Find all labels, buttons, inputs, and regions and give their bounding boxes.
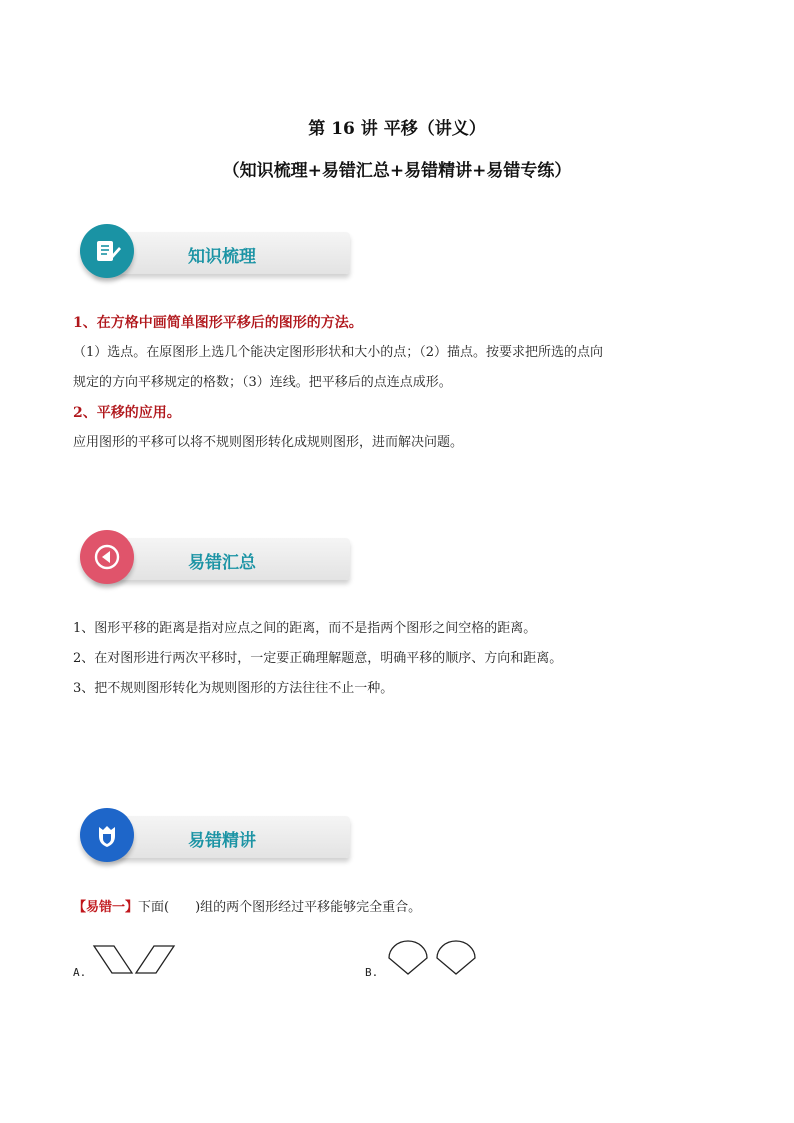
notebook-icon	[80, 224, 134, 278]
section-header-common-errors	[80, 530, 352, 592]
knowledge-text-1a: （1）选点。在原图形上选几个能决定图形形状和大小的点；（2）描点。按要求把所选的点向	[73, 345, 604, 360]
knowledge-heading-1: 1、在方格中画简单图形平移后的图形的方法。	[73, 315, 363, 331]
section-title: 易错汇总	[188, 553, 256, 573]
knowledge-body	[73, 308, 733, 458]
option-a-label: A.	[73, 966, 87, 979]
option-b-label: B.	[365, 966, 379, 979]
page-subtitle: （知识梳理+易错汇总+易错精讲+易错专练）	[222, 161, 572, 181]
section-title: 知识梳理	[188, 247, 256, 267]
option-b-figure	[386, 938, 478, 978]
question-tag: 【易错一】	[73, 900, 139, 915]
page-title: 第 16 讲 平移（讲义）	[308, 119, 486, 139]
question-text: 下面( )组的两个图形经过平移能够完全重合。	[138, 900, 422, 915]
shield-icon	[80, 808, 134, 862]
list-item: 2、在对图形进行两次平移时，一定要正确理解题意，明确平移的顺序、方向和距离。	[73, 651, 563, 666]
common-errors-list	[73, 614, 733, 704]
section-header-knowledge	[80, 224, 352, 286]
play-back-icon	[80, 530, 134, 584]
knowledge-text-2: 应用图形的平移可以将不规则图形转化成规则图形，进而解决问题。	[73, 435, 464, 450]
list-item: 3、把不规则图形转化为规则图形的方法往往不止一种。	[73, 681, 394, 696]
question-1	[73, 893, 733, 923]
list-item: 1、图形平移的距离是指对应点之间的距离，而不是指两个图形之间空格的距离。	[73, 621, 537, 636]
section-header-error-explained	[80, 808, 352, 870]
knowledge-heading-2: 2、平移的应用。	[73, 405, 181, 421]
section-title: 易错精讲	[188, 831, 256, 851]
knowledge-text-1b: 规定的方向平移规定的格数；（3）连线。把平移后的点连点成形。	[73, 375, 452, 390]
option-a-figure	[92, 944, 178, 976]
